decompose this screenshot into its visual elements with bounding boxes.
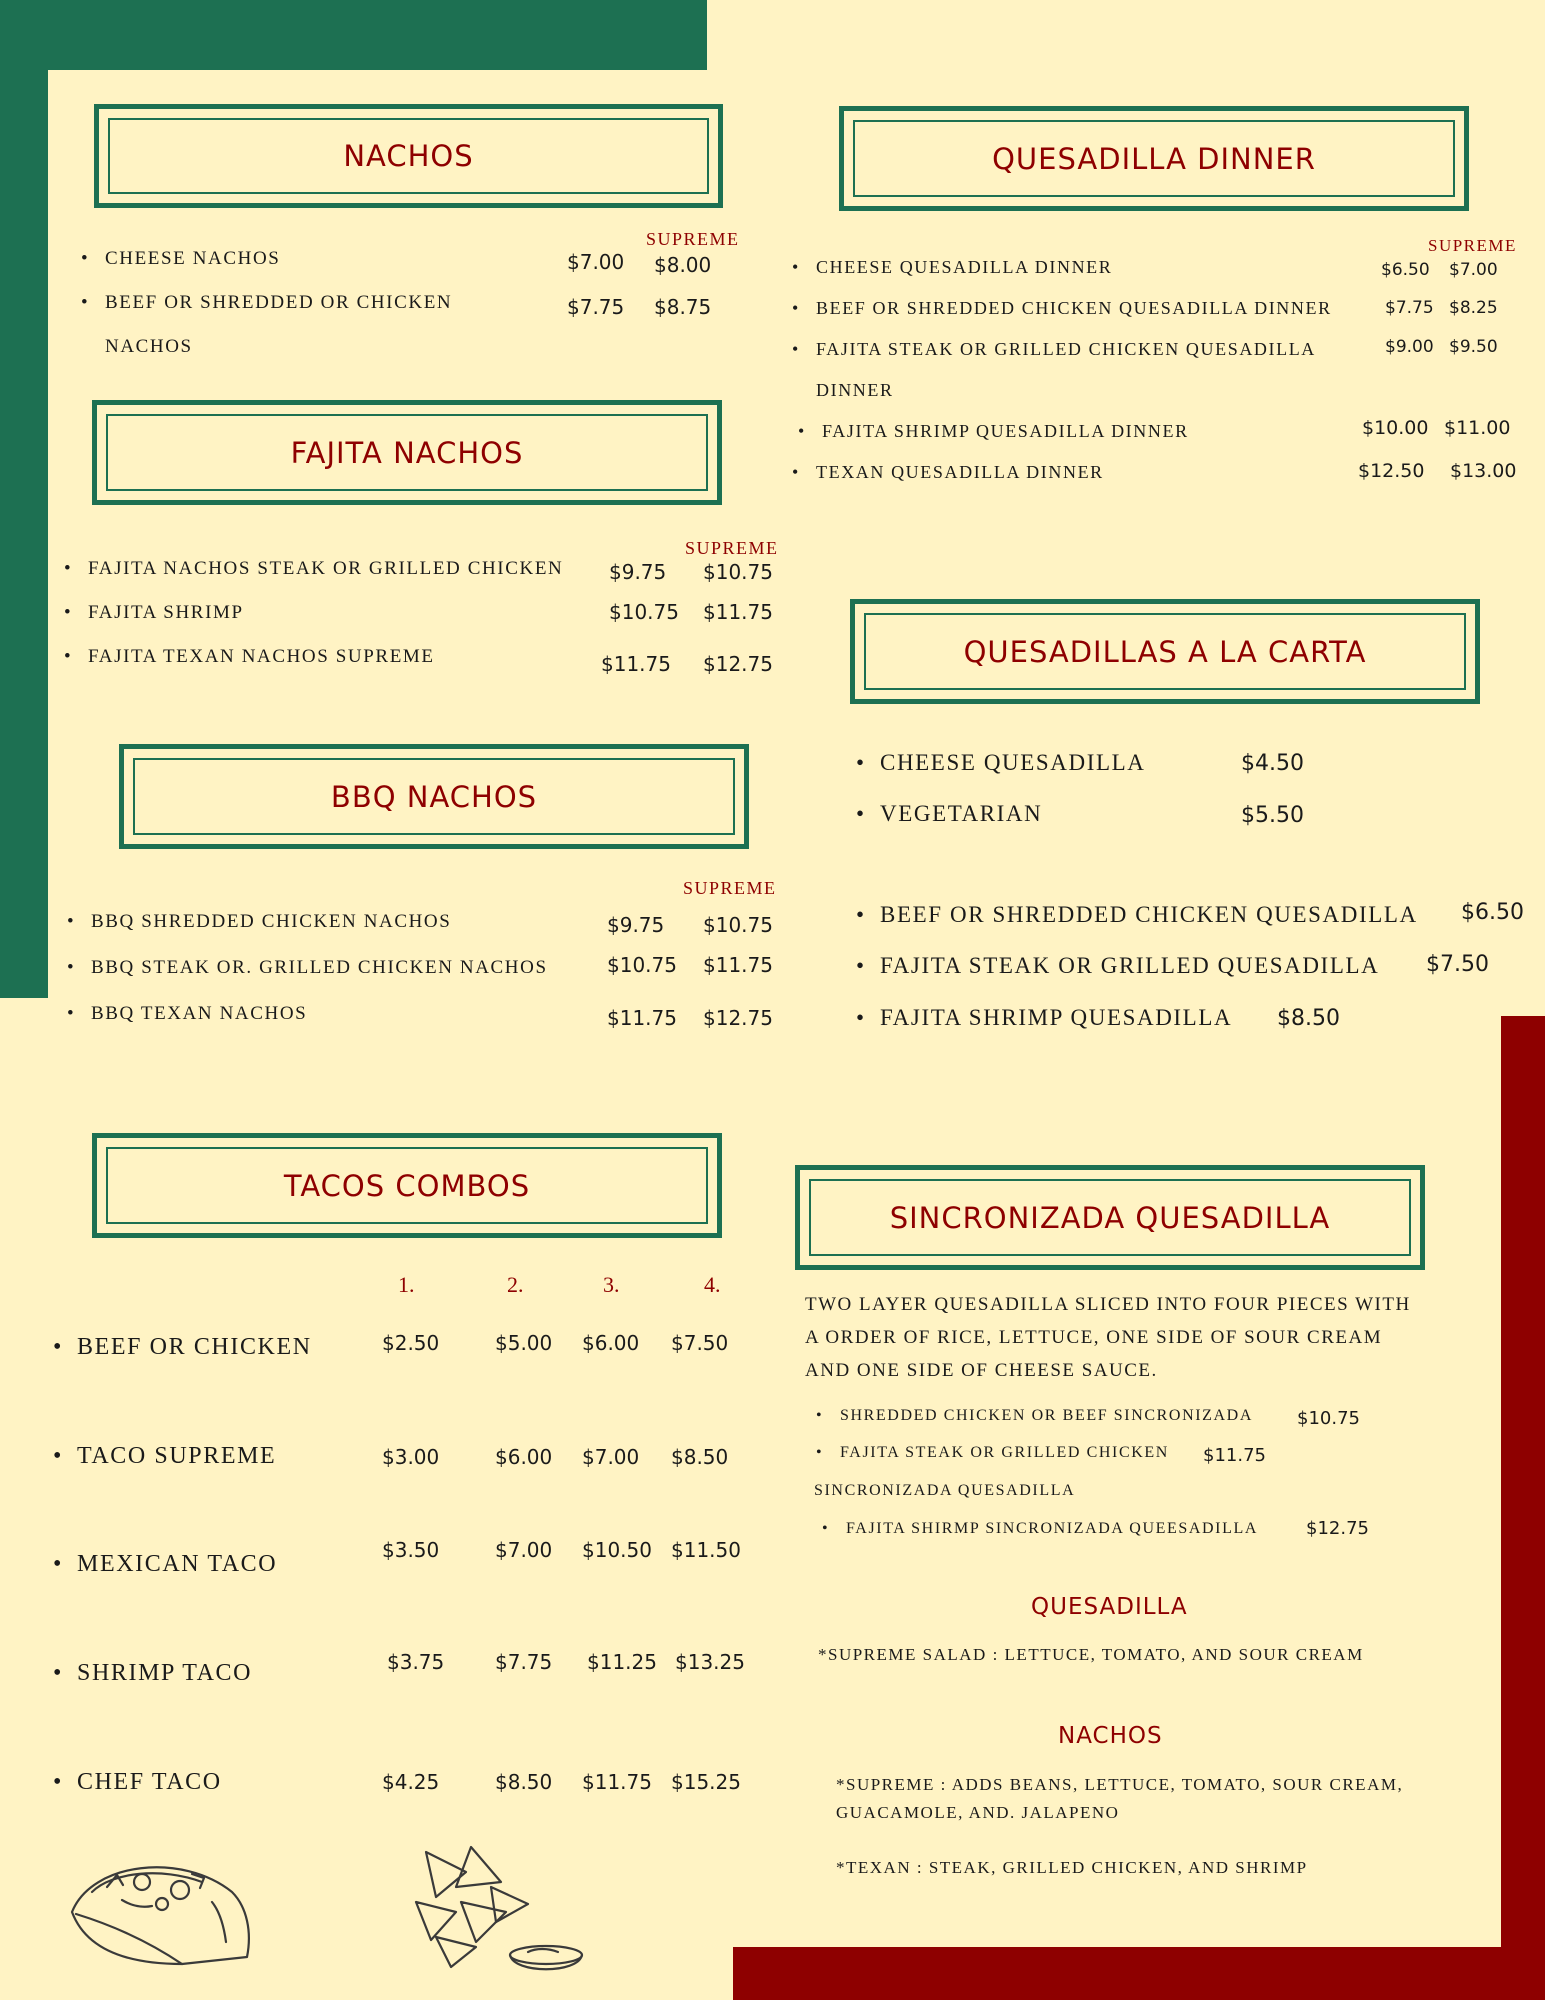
list-item: • VEGETARIAN: [880, 801, 1042, 827]
quesadillas-carta-title: QUESADILLAS A LA CARTA: [963, 634, 1367, 669]
table-cell: $7.50: [671, 1331, 729, 1355]
list-item-continued: SINCRONIZADA QUESADILLA: [814, 1482, 1076, 1499]
tacos-combos-header: [92, 1133, 722, 1238]
quesadilla-note: *SUPREME SALAD : LETTUCE, TOMATO, AND SOUR CREAM: [818, 1645, 1364, 1664]
item-price: $9.75: [609, 560, 667, 584]
item-supreme-price: $12.75: [703, 652, 773, 676]
item-price: $8.50: [1277, 1006, 1340, 1031]
table-row-label: • CHEF TACO: [77, 1769, 222, 1796]
table-cell: $15.25: [671, 1770, 741, 1794]
item-supreme-price: $9.50: [1449, 337, 1498, 357]
list-item: • FAJITA SHRIMP QUESADILLA: [880, 1005, 1232, 1031]
description-line: TWO LAYER QUESADILLA SLICED INTO FOUR PIECES WITH: [805, 1294, 1411, 1315]
red-corner-right: [1501, 1016, 1545, 2000]
sincronizada-header: [795, 1165, 1425, 1270]
red-corner-bottom: [733, 1947, 1545, 2000]
list-item: • FAJITA NACHOS STEAK OR GRILLED CHICKEN: [88, 558, 563, 580]
table-cell: $7.75: [495, 1650, 553, 1674]
column-header: 4.: [704, 1272, 721, 1297]
chips-and-dip-illustration-icon: [396, 1842, 586, 1980]
item-price: $6.50: [1381, 260, 1430, 280]
quesadilla-dinner-header: [839, 106, 1469, 211]
list-item-continued: NACHOS: [105, 336, 193, 357]
table-cell: $3.75: [387, 1650, 445, 1674]
table-row-label: • MEXICAN TACO: [77, 1551, 277, 1578]
item-price: $7.00: [567, 250, 625, 274]
list-item: • SHREDDED CHICKEN OR BEEF SINCRONIZADA: [840, 1407, 1253, 1425]
nachos-supreme-label: SUPREME: [646, 229, 740, 249]
quesadillas-carta-header: [850, 599, 1480, 704]
table-row-label: • SHRIMP TACO: [77, 1660, 252, 1687]
quesadilla-notes-title: QUESADILLA: [1031, 1594, 1188, 1620]
table-cell: $11.25: [587, 1650, 657, 1674]
green-corner-top: [0, 0, 707, 70]
table-cell: $5.00: [495, 1331, 553, 1355]
table-cell: $8.50: [495, 1770, 553, 1794]
table-row-label: • TACO SUPREME: [77, 1443, 276, 1470]
table-cell: $3.50: [382, 1538, 440, 1562]
table-cell: $6.00: [582, 1331, 640, 1355]
list-item: • FAJITA STEAK OR GRILLED QUESADILLA: [880, 953, 1379, 979]
texan-note: *TEXAN : STEAK, GRILLED CHICKEN, AND SHRIMP: [836, 1858, 1308, 1877]
nachos-note-line: *SUPREME : ADDS BEANS, LETTUCE, TOMATO, SOUR CREAM,: [836, 1775, 1404, 1794]
column-header: 2.: [507, 1272, 524, 1297]
description-line: AND ONE SIDE OF CHEESE SAUCE.: [805, 1360, 1158, 1381]
item-price: $10.75: [607, 953, 677, 977]
list-item: • FAJITA STEAK OR GRILLED CHICKEN: [840, 1444, 1169, 1462]
table-cell: $7.00: [582, 1445, 640, 1469]
list-item-continued: DINNER: [816, 380, 894, 400]
item-supreme-price: $8.75: [654, 295, 712, 319]
table-cell: $2.50: [382, 1331, 440, 1355]
item-supreme-price: $10.75: [703, 913, 773, 937]
item-supreme-price: $7.00: [1449, 260, 1498, 280]
bbq-nachos-header: [119, 744, 749, 849]
list-item: • CHEESE NACHOS: [105, 248, 280, 270]
taco-illustration-icon: [62, 1852, 254, 1972]
bbq-nachos-title: BBQ NACHOS: [330, 779, 538, 814]
quesadilla-dinner-title: QUESADILLA DINNER: [992, 141, 1316, 176]
nachos-title: NACHOS: [343, 139, 474, 173]
item-price: $7.75: [1385, 298, 1434, 318]
list-item: • BBQ SHREDDED CHICKEN NACHOS: [91, 911, 451, 933]
quesadilla-dinner-supreme-label: SUPREME: [1428, 236, 1517, 255]
item-supreme-price: $8.25: [1449, 298, 1498, 318]
item-price: $6.50: [1461, 900, 1524, 925]
item-supreme-price: $11.75: [703, 953, 773, 977]
nachos-header: [94, 104, 723, 208]
item-price: $10.75: [1297, 1408, 1360, 1429]
list-item: • BEEF OR SHREDDED OR CHICKEN: [105, 292, 452, 314]
list-item: • FAJITA STEAK OR GRILLED CHICKEN QUESADILLA: [816, 339, 1316, 360]
table-cell: $3.00: [382, 1445, 440, 1469]
table-cell: $11.50: [671, 1538, 741, 1562]
list-item: • TEXAN QUESADILLA DINNER: [816, 462, 1104, 483]
table-cell: $8.50: [671, 1445, 729, 1469]
item-price: $4.50: [1241, 751, 1304, 776]
nachos-notes-title: NACHOS: [1058, 1723, 1163, 1749]
table-cell: $4.25: [382, 1770, 440, 1794]
table-cell: $7.00: [495, 1538, 553, 1562]
fajita-nachos-title: FAJITA NACHOS: [290, 435, 524, 470]
list-item: • FAJITA SHIRMP SINCRONIZADA QUEESADILLA: [846, 1520, 1258, 1538]
list-item: • CHEESE QUESADILLA: [880, 750, 1146, 776]
table-cell: $13.25: [675, 1650, 745, 1674]
list-item: • BEEF OR SHREDDED CHICKEN QUESADILLA DINNER: [816, 298, 1332, 319]
item-supreme-price: $12.75: [703, 1006, 773, 1030]
item-price: $9.00: [1385, 337, 1434, 357]
list-item: • FAJITA SHRIMP QUESADILLA DINNER: [822, 421, 1189, 442]
item-price: $11.75: [1203, 1445, 1266, 1466]
item-price: $7.75: [567, 295, 625, 319]
list-item: • BEEF OR SHREDDED CHICKEN QUESADILLA: [880, 902, 1418, 928]
item-price: $10.75: [609, 600, 679, 624]
item-price: $9.75: [607, 913, 665, 937]
item-supreme-price: $11.75: [703, 600, 773, 624]
item-supreme-price: $11.00: [1444, 417, 1511, 439]
item-price: $12.50: [1358, 460, 1425, 482]
table-cell: $10.50: [582, 1538, 652, 1562]
description-line: A ORDER OF RICE, LETTUCE, ONE SIDE OF SOUR CREAM: [805, 1327, 1383, 1348]
item-price: $5.50: [1241, 803, 1304, 828]
item-price: $12.75: [1306, 1518, 1369, 1539]
fajita-nachos-header: [92, 400, 722, 505]
green-corner-left: [0, 0, 48, 998]
item-price: $11.75: [601, 652, 671, 676]
nachos-note-line: GUACAMOLE, AND. JALAPENO: [836, 1803, 1120, 1822]
item-price: $11.75: [607, 1006, 677, 1030]
list-item: • BBQ STEAK OR. GRILLED CHICKEN NACHOS: [91, 957, 548, 979]
bbq-nachos-supreme-label: SUPREME: [683, 878, 777, 898]
item-supreme-price: $13.00: [1450, 460, 1517, 482]
list-item: • CHEESE QUESADILLA DINNER: [816, 257, 1112, 278]
item-price: $10.00: [1362, 417, 1429, 439]
table-cell: $11.75: [582, 1770, 652, 1794]
column-header: 1.: [398, 1272, 415, 1297]
tacos-combos-title: TACOS COMBOS: [283, 1168, 531, 1203]
sincronizada-title: SINCRONIZADA QUESADILLA: [889, 1200, 1331, 1235]
column-header: 3.: [603, 1272, 620, 1297]
item-supreme-price: $8.00: [654, 253, 712, 277]
list-item: • BBQ TEXAN NACHOS: [91, 1003, 307, 1025]
list-item: • FAJITA TEXAN NACHOS SUPREME: [88, 646, 435, 668]
item-price: $7.50: [1426, 952, 1489, 977]
table-row-label: • BEEF OR CHICKEN: [77, 1334, 312, 1361]
fajita-nachos-supreme-label: SUPREME: [685, 538, 779, 558]
list-item: • FAJITA SHRIMP: [88, 602, 244, 624]
item-supreme-price: $10.75: [703, 560, 773, 584]
table-cell: $6.00: [495, 1445, 553, 1469]
